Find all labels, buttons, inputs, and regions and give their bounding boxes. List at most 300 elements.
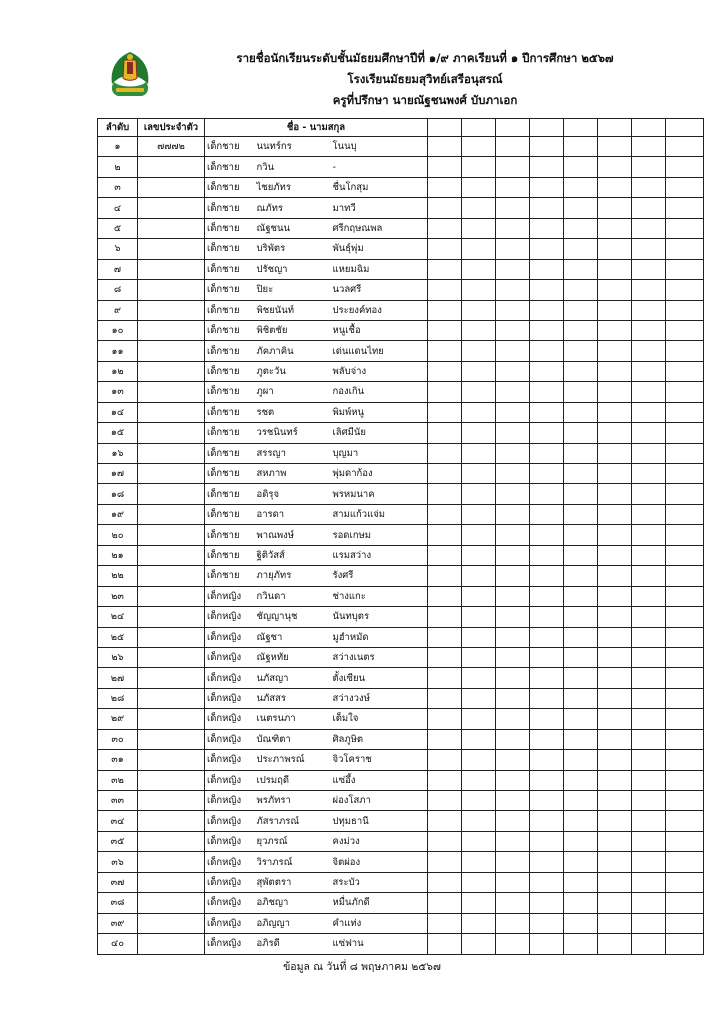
blank-cell bbox=[496, 607, 530, 627]
blank-cell bbox=[428, 504, 462, 524]
blank-cell bbox=[632, 545, 666, 565]
student-id bbox=[138, 770, 205, 790]
blank-cell bbox=[428, 259, 462, 279]
blank-cell bbox=[530, 791, 564, 811]
blank-cell bbox=[530, 770, 564, 790]
blank-cell bbox=[632, 913, 666, 933]
blank-cell bbox=[564, 504, 598, 524]
blank-cell bbox=[530, 137, 564, 157]
table-row bbox=[98, 300, 704, 320]
name-prefix: เด็กหญิง bbox=[205, 607, 253, 627]
row-number: ๓๕ bbox=[98, 831, 138, 851]
blank-cell bbox=[564, 831, 598, 851]
student-id bbox=[138, 811, 205, 831]
last-name: ปทุมธานี bbox=[331, 811, 428, 831]
blank-cell bbox=[530, 750, 564, 770]
blank-cell bbox=[632, 504, 666, 524]
name-prefix: เด็กหญิง bbox=[205, 831, 253, 851]
last-name: เต็มใจ bbox=[331, 709, 428, 729]
blank-cell bbox=[428, 361, 462, 381]
blank-cell bbox=[598, 464, 632, 484]
blank-cell bbox=[462, 484, 496, 504]
name-prefix: เด็กชาย bbox=[205, 177, 253, 197]
blank-cell bbox=[462, 729, 496, 749]
header-blank bbox=[530, 119, 564, 137]
blank-cell bbox=[564, 464, 598, 484]
last-name: พุ่มดาก้อง bbox=[331, 464, 428, 484]
blank-cell bbox=[428, 688, 462, 708]
blank-cell bbox=[666, 852, 704, 872]
student-roster-table bbox=[97, 118, 704, 955]
blank-cell bbox=[428, 811, 462, 831]
last-name: เลิศมีนัย bbox=[331, 423, 428, 443]
student-id bbox=[138, 504, 205, 524]
last-name: นันทบุตร bbox=[331, 607, 428, 627]
table-row bbox=[98, 791, 704, 811]
table-row bbox=[98, 218, 704, 238]
blank-cell bbox=[632, 934, 666, 954]
blank-cell bbox=[632, 137, 666, 157]
blank-cell bbox=[666, 607, 704, 627]
blank-cell bbox=[530, 382, 564, 402]
blank-cell bbox=[496, 688, 530, 708]
table-row bbox=[98, 852, 704, 872]
student-id bbox=[138, 607, 205, 627]
school-name: โรงเรียนมัธยมสุวิทย์เสรีอนุสรณ์ bbox=[347, 72, 503, 86]
first-name: อภิรดี bbox=[253, 934, 331, 954]
blank-cell bbox=[666, 668, 704, 688]
blank-cell bbox=[428, 872, 462, 892]
blank-cell bbox=[530, 688, 564, 708]
blank-cell bbox=[632, 320, 666, 340]
blank-cell bbox=[530, 320, 564, 340]
blank-cell bbox=[632, 811, 666, 831]
blank-cell bbox=[598, 280, 632, 300]
blank-cell bbox=[564, 402, 598, 422]
student-id bbox=[138, 791, 205, 811]
blank-cell bbox=[462, 709, 496, 729]
blank-cell bbox=[632, 852, 666, 872]
blank-cell bbox=[496, 770, 530, 790]
blank-cell bbox=[530, 647, 564, 667]
blank-cell bbox=[530, 177, 564, 197]
blank-cell bbox=[530, 831, 564, 851]
table-row bbox=[98, 177, 704, 197]
student-id bbox=[138, 934, 205, 954]
school-emblem-icon bbox=[104, 48, 156, 100]
blank-cell bbox=[666, 709, 704, 729]
blank-cell bbox=[462, 259, 496, 279]
row-number: ๘ bbox=[98, 280, 138, 300]
blank-cell bbox=[632, 893, 666, 913]
last-name: พลับจ่าง bbox=[331, 361, 428, 381]
blank-cell bbox=[496, 586, 530, 606]
blank-cell bbox=[496, 300, 530, 320]
last-name: รอดเกษม bbox=[331, 525, 428, 545]
blank-cell bbox=[428, 913, 462, 933]
blank-cell bbox=[428, 545, 462, 565]
first-name: ประภาพรณ์ bbox=[253, 750, 331, 770]
blank-cell bbox=[496, 750, 530, 770]
last-name: มูฮำหมัด bbox=[331, 627, 428, 647]
table-row bbox=[98, 872, 704, 892]
blank-cell bbox=[496, 872, 530, 892]
header-blank bbox=[632, 119, 666, 137]
row-number: ๒๒ bbox=[98, 566, 138, 586]
blank-cell bbox=[428, 668, 462, 688]
document-title: รายชื่อนักเรียนระดับชั้นมัธยมศึกษาปีที่ ๑/๙ ภาคเรียนที่ ๑ ปีการศึกษา ๒๕๖๗ bbox=[236, 51, 614, 65]
table-row bbox=[98, 157, 704, 177]
blank-cell bbox=[530, 341, 564, 361]
blank-cell bbox=[564, 259, 598, 279]
blank-cell bbox=[564, 852, 598, 872]
blank-cell bbox=[632, 627, 666, 647]
blank-cell bbox=[462, 177, 496, 197]
student-id bbox=[138, 750, 205, 770]
last-name: สว่างเนตร bbox=[331, 647, 428, 667]
table-row bbox=[98, 566, 704, 586]
blank-cell bbox=[428, 893, 462, 913]
last-name: พิมพ์หนู bbox=[331, 402, 428, 422]
blank-cell bbox=[530, 259, 564, 279]
name-prefix: เด็กชาย bbox=[205, 259, 253, 279]
blank-cell bbox=[462, 811, 496, 831]
blank-cell bbox=[564, 627, 598, 647]
blank-cell bbox=[666, 504, 704, 524]
row-number: ๑๔ bbox=[98, 402, 138, 422]
blank-cell bbox=[428, 280, 462, 300]
name-prefix: เด็กชาย bbox=[205, 402, 253, 422]
blank-cell bbox=[428, 607, 462, 627]
last-name: แหยมฉิม bbox=[331, 259, 428, 279]
blank-cell bbox=[530, 586, 564, 606]
blank-cell bbox=[632, 607, 666, 627]
blank-cell bbox=[598, 320, 632, 340]
blank-cell bbox=[632, 770, 666, 790]
first-name: รชต bbox=[253, 402, 331, 422]
blank-cell bbox=[598, 688, 632, 708]
student-id bbox=[138, 566, 205, 586]
table-row bbox=[98, 484, 704, 504]
blank-cell bbox=[598, 177, 632, 197]
blank-cell bbox=[632, 566, 666, 586]
blank-cell bbox=[530, 157, 564, 177]
blank-cell bbox=[564, 157, 598, 177]
blank-cell bbox=[598, 300, 632, 320]
name-prefix: เด็กหญิง bbox=[205, 627, 253, 647]
blank-cell bbox=[530, 361, 564, 381]
student-id bbox=[138, 893, 205, 913]
name-prefix: เด็กหญิง bbox=[205, 872, 253, 892]
student-id bbox=[138, 382, 205, 402]
blank-cell bbox=[462, 157, 496, 177]
blank-cell bbox=[496, 545, 530, 565]
row-number: ๑๐ bbox=[98, 320, 138, 340]
blank-cell bbox=[496, 361, 530, 381]
blank-cell bbox=[598, 259, 632, 279]
table-row bbox=[98, 504, 704, 524]
blank-cell bbox=[564, 586, 598, 606]
blank-cell bbox=[666, 382, 704, 402]
student-id bbox=[138, 831, 205, 851]
blank-cell bbox=[428, 423, 462, 443]
last-name: นวลศรี bbox=[331, 280, 428, 300]
header-blank bbox=[462, 119, 496, 137]
name-prefix: เด็กหญิง bbox=[205, 709, 253, 729]
first-name: เปรมฤดี bbox=[253, 770, 331, 790]
blank-cell bbox=[462, 566, 496, 586]
first-name: ณัฐชนน bbox=[253, 218, 331, 238]
blank-cell bbox=[666, 361, 704, 381]
blank-cell bbox=[496, 709, 530, 729]
blank-cell bbox=[462, 300, 496, 320]
blank-cell bbox=[462, 627, 496, 647]
row-number: ๑ bbox=[98, 137, 138, 157]
first-name: ไชยภัทร bbox=[253, 177, 331, 197]
student-id bbox=[138, 280, 205, 300]
blank-cell bbox=[462, 545, 496, 565]
blank-cell bbox=[564, 607, 598, 627]
student-id bbox=[138, 239, 205, 259]
last-name: จิตผ่อง bbox=[331, 852, 428, 872]
blank-cell bbox=[564, 811, 598, 831]
blank-cell bbox=[598, 218, 632, 238]
row-number: ๒๐ bbox=[98, 525, 138, 545]
last-name: ประยงค์ทอง bbox=[331, 300, 428, 320]
name-prefix: เด็กชาย bbox=[205, 545, 253, 565]
row-number: ๓๗ bbox=[98, 872, 138, 892]
blank-cell bbox=[428, 729, 462, 749]
blank-cell bbox=[564, 893, 598, 913]
name-prefix: เด็กหญิง bbox=[205, 852, 253, 872]
last-name: พันธุ์พุ่ม bbox=[331, 239, 428, 259]
blank-cell bbox=[530, 627, 564, 647]
blank-cell bbox=[598, 750, 632, 770]
student-id bbox=[138, 525, 205, 545]
blank-cell bbox=[530, 423, 564, 443]
data-date-note: ข้อมูล ณ วันที่ ๘ พฤษภาคม ๒๕๖๗ bbox=[283, 961, 441, 973]
blank-cell bbox=[428, 484, 462, 504]
blank-cell bbox=[598, 791, 632, 811]
blank-cell bbox=[666, 729, 704, 749]
name-prefix: เด็กหญิง bbox=[205, 770, 253, 790]
first-name: ภายุภัทร bbox=[253, 566, 331, 586]
blank-cell bbox=[598, 545, 632, 565]
blank-cell bbox=[632, 177, 666, 197]
blank-cell bbox=[666, 770, 704, 790]
blank-cell bbox=[564, 361, 598, 381]
header-blank bbox=[428, 119, 462, 137]
blank-cell bbox=[496, 320, 530, 340]
blank-cell bbox=[564, 688, 598, 708]
blank-cell bbox=[530, 504, 564, 524]
name-prefix: เด็กชาย bbox=[205, 198, 253, 218]
blank-cell bbox=[666, 893, 704, 913]
blank-cell bbox=[496, 423, 530, 443]
table-row bbox=[98, 668, 704, 688]
blank-cell bbox=[666, 566, 704, 586]
blank-cell bbox=[632, 218, 666, 238]
name-prefix: เด็กชาย bbox=[205, 382, 253, 402]
row-number: ๓๒ bbox=[98, 770, 138, 790]
name-prefix: เด็กชาย bbox=[205, 157, 253, 177]
header-blank bbox=[598, 119, 632, 137]
blank-cell bbox=[530, 300, 564, 320]
blank-cell bbox=[428, 709, 462, 729]
table-row bbox=[98, 361, 704, 381]
blank-cell bbox=[564, 280, 598, 300]
table-row bbox=[98, 893, 704, 913]
blank-cell bbox=[462, 137, 496, 157]
blank-cell bbox=[462, 218, 496, 238]
blank-cell bbox=[666, 811, 704, 831]
table-row bbox=[98, 320, 704, 340]
first-name: ภัคภาคิน bbox=[253, 341, 331, 361]
name-prefix: เด็กหญิง bbox=[205, 811, 253, 831]
first-name: ภัสราภรณ์ bbox=[253, 811, 331, 831]
blank-cell bbox=[598, 893, 632, 913]
blank-cell bbox=[462, 934, 496, 954]
blank-cell bbox=[666, 872, 704, 892]
table-row bbox=[98, 586, 704, 606]
table-row bbox=[98, 647, 704, 667]
name-prefix: เด็กหญิง bbox=[205, 647, 253, 667]
name-prefix: เด็กชาย bbox=[205, 239, 253, 259]
first-name: ณภัทร bbox=[253, 198, 331, 218]
first-name: ปรัชญา bbox=[253, 259, 331, 279]
last-name: คงม่วง bbox=[331, 831, 428, 851]
blank-cell bbox=[564, 239, 598, 259]
blank-cell bbox=[598, 382, 632, 402]
name-prefix: เด็กชาย bbox=[205, 525, 253, 545]
document-header bbox=[160, 48, 690, 111]
blank-cell bbox=[530, 872, 564, 892]
first-name: อารดา bbox=[253, 504, 331, 524]
blank-cell bbox=[666, 545, 704, 565]
blank-cell bbox=[462, 504, 496, 524]
table-row bbox=[98, 464, 704, 484]
table-row bbox=[98, 729, 704, 749]
first-name: อภิญญา bbox=[253, 913, 331, 933]
blank-cell bbox=[666, 464, 704, 484]
blank-cell bbox=[632, 361, 666, 381]
blank-cell bbox=[666, 750, 704, 770]
blank-cell bbox=[462, 750, 496, 770]
last-name: ตั้งเซียน bbox=[331, 668, 428, 688]
student-id bbox=[138, 627, 205, 647]
blank-cell bbox=[462, 913, 496, 933]
blank-cell bbox=[462, 770, 496, 790]
row-number: ๑๖ bbox=[98, 443, 138, 463]
blank-cell bbox=[666, 198, 704, 218]
blank-cell bbox=[428, 239, 462, 259]
student-id bbox=[138, 709, 205, 729]
blank-cell bbox=[632, 280, 666, 300]
blank-cell bbox=[666, 137, 704, 157]
blank-cell bbox=[564, 750, 598, 770]
name-prefix: เด็กหญิง bbox=[205, 893, 253, 913]
blank-cell bbox=[530, 280, 564, 300]
blank-cell bbox=[428, 831, 462, 851]
name-prefix: เด็กชาย bbox=[205, 300, 253, 320]
name-prefix: เด็กชาย bbox=[205, 423, 253, 443]
row-number: ๒๕ bbox=[98, 627, 138, 647]
blank-cell bbox=[564, 545, 598, 565]
name-prefix: เด็กชาย bbox=[205, 137, 253, 157]
row-number: ๔ bbox=[98, 198, 138, 218]
blank-cell bbox=[666, 423, 704, 443]
table-row bbox=[98, 137, 704, 157]
blank-cell bbox=[666, 443, 704, 463]
name-prefix: เด็กหญิง bbox=[205, 791, 253, 811]
row-number: ๗ bbox=[98, 259, 138, 279]
blank-cell bbox=[428, 177, 462, 197]
blank-cell bbox=[428, 750, 462, 770]
blank-cell bbox=[564, 300, 598, 320]
blank-cell bbox=[496, 218, 530, 238]
row-number: ๙ bbox=[98, 300, 138, 320]
student-id: ๗๗๗๒ bbox=[138, 137, 205, 157]
blank-cell bbox=[428, 525, 462, 545]
blank-cell bbox=[496, 831, 530, 851]
row-number: ๓๐ bbox=[98, 729, 138, 749]
table-row bbox=[98, 443, 704, 463]
blank-cell bbox=[462, 607, 496, 627]
name-prefix: เด็กหญิง bbox=[205, 688, 253, 708]
first-name: ฐิติวัสส์ bbox=[253, 545, 331, 565]
blank-cell bbox=[530, 402, 564, 422]
blank-cell bbox=[666, 627, 704, 647]
blank-cell bbox=[666, 688, 704, 708]
header-blank bbox=[564, 119, 598, 137]
blank-cell bbox=[632, 709, 666, 729]
blank-cell bbox=[496, 259, 530, 279]
student-id bbox=[138, 198, 205, 218]
blank-cell bbox=[428, 852, 462, 872]
table-header-row bbox=[98, 119, 704, 137]
student-id bbox=[138, 361, 205, 381]
first-name: สหภาพ bbox=[253, 464, 331, 484]
name-prefix: เด็กหญิง bbox=[205, 750, 253, 770]
first-name: ภูผา bbox=[253, 382, 331, 402]
blank-cell bbox=[496, 137, 530, 157]
blank-cell bbox=[632, 341, 666, 361]
table-row bbox=[98, 811, 704, 831]
blank-cell bbox=[462, 893, 496, 913]
name-prefix: เด็กชาย bbox=[205, 320, 253, 340]
header-blank bbox=[666, 119, 704, 137]
first-name: บริพัตร bbox=[253, 239, 331, 259]
blank-cell bbox=[632, 668, 666, 688]
student-id bbox=[138, 443, 205, 463]
name-prefix: เด็กหญิง bbox=[205, 913, 253, 933]
first-name: กวิน bbox=[253, 157, 331, 177]
student-id bbox=[138, 423, 205, 443]
first-name: วิราภรณ์ bbox=[253, 852, 331, 872]
blank-cell bbox=[632, 647, 666, 667]
blank-cell bbox=[598, 566, 632, 586]
blank-cell bbox=[496, 791, 530, 811]
first-name: ยุวภรณ์ bbox=[253, 831, 331, 851]
blank-cell bbox=[632, 831, 666, 851]
table-row bbox=[98, 770, 704, 790]
row-number: ๑๒ bbox=[98, 361, 138, 381]
blank-cell bbox=[598, 423, 632, 443]
student-id bbox=[138, 545, 205, 565]
student-id bbox=[138, 177, 205, 197]
blank-cell bbox=[462, 443, 496, 463]
blank-cell bbox=[632, 198, 666, 218]
